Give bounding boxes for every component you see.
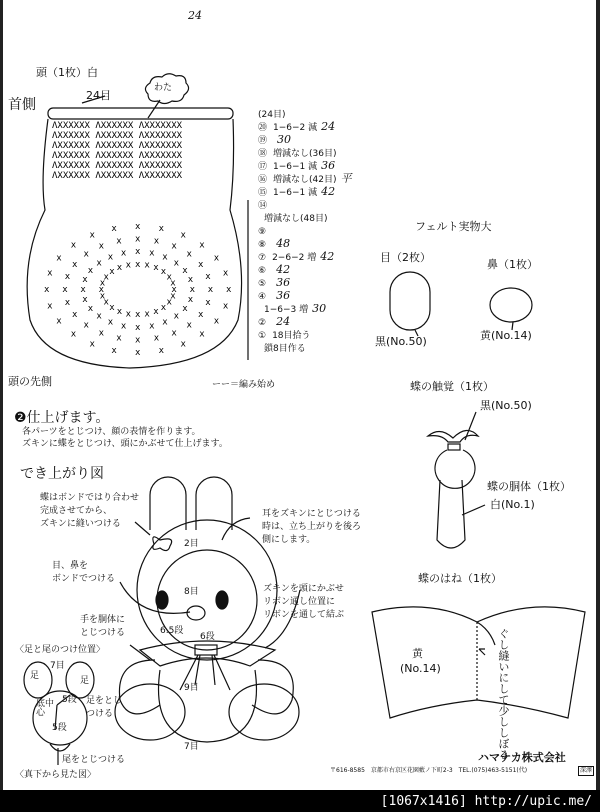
felt-title: フェルト実物大 bbox=[415, 220, 492, 233]
stuffing-label: わた bbox=[154, 83, 173, 93]
round-note: 増減なし(48目) bbox=[264, 214, 328, 224]
round-label: ⑳ bbox=[258, 123, 268, 133]
round-hand: 36 bbox=[321, 159, 336, 172]
round-note: 1−6−2 減 bbox=[273, 123, 318, 133]
stitch-mark: x bbox=[205, 272, 211, 282]
note-hood: ズキンを頭にかぶせ リボン通し位置に リボンを通して結ぶ bbox=[263, 584, 345, 620]
watermark-bar bbox=[0, 790, 600, 812]
stitch-row: ΛXXXXXX ΛXXXXXX ΛXXXXXXX bbox=[52, 161, 183, 171]
round-label: ④ bbox=[258, 292, 267, 302]
round-label: ⑰ bbox=[258, 162, 268, 172]
round-row bbox=[258, 212, 331, 224]
stitch-mark: x bbox=[135, 234, 141, 245]
round-note: 鎖8目作る bbox=[264, 344, 306, 354]
round-label: ⑥ bbox=[258, 266, 267, 276]
round-row bbox=[258, 160, 335, 172]
round-row bbox=[258, 342, 310, 354]
stitch-mark: x bbox=[166, 297, 172, 308]
stitch-mark: x bbox=[160, 302, 167, 313]
round-row bbox=[258, 108, 295, 120]
stitch-mark: x bbox=[213, 316, 220, 327]
handwritten-page-number: 24 bbox=[188, 9, 202, 22]
round-row bbox=[258, 147, 341, 159]
note-legs: 足をとじ つける bbox=[86, 696, 123, 719]
round-row bbox=[258, 199, 277, 211]
stitch-mark: x bbox=[109, 267, 115, 278]
head-title: 頭（1枚）白 bbox=[36, 66, 98, 79]
stitch-mark: x bbox=[187, 275, 194, 286]
round-hand: 42 bbox=[321, 185, 336, 198]
stitch-mark: x bbox=[226, 285, 232, 295]
round-row bbox=[258, 186, 335, 198]
stitch-row: ΛXXXXXX ΛXXXXXX ΛXXXXXXX bbox=[52, 151, 183, 161]
diagram-title: でき上がり図 bbox=[20, 466, 104, 482]
stitch-mark: x bbox=[120, 248, 127, 259]
body-color: 白(No.1) bbox=[490, 498, 535, 511]
round-row bbox=[258, 264, 290, 276]
round-hand: 30 bbox=[312, 302, 327, 315]
stitch-mark: x bbox=[56, 316, 62, 327]
stitch-mark: x bbox=[162, 252, 168, 263]
round-label: ② bbox=[258, 318, 267, 328]
round-label: ⑱ bbox=[258, 149, 268, 159]
round-label: (24目) bbox=[258, 110, 286, 120]
round-label: ⑨ bbox=[258, 227, 267, 237]
stitch-mark: x bbox=[187, 294, 194, 305]
round-label: ⑲ bbox=[258, 136, 268, 146]
round-row bbox=[258, 121, 335, 133]
round-row bbox=[258, 277, 290, 289]
tail-note: 尾をとじつける bbox=[62, 755, 126, 765]
round-hand: 24 bbox=[276, 315, 291, 328]
stitch-mark: x bbox=[213, 253, 220, 264]
note-face: 目、鼻を ボンドでつける bbox=[52, 561, 116, 584]
stitch-mark: x bbox=[82, 275, 88, 286]
round-label: ⑧ bbox=[258, 240, 267, 250]
bottom-center: 底中心 bbox=[36, 699, 55, 718]
stitch-mark: x bbox=[109, 302, 115, 313]
round-label: ⑭ bbox=[258, 201, 268, 211]
stitch-mark: x bbox=[87, 303, 94, 314]
stitch-mark: x bbox=[135, 247, 141, 258]
leg-label-left: 足 bbox=[30, 671, 40, 681]
stitch-mark: x bbox=[116, 263, 123, 274]
stitch-mark: x bbox=[72, 259, 78, 270]
stitch-mark: x bbox=[125, 309, 132, 320]
round-hand: 48 bbox=[276, 237, 291, 250]
stitch-mark: x bbox=[72, 310, 78, 321]
stitch-mark: x bbox=[99, 291, 106, 302]
stitch-row: ΛXXXXXX ΛXXXXXX ΛXXXXXXX bbox=[52, 131, 183, 141]
round-hand: 36 bbox=[276, 276, 291, 289]
stitch-mark: x bbox=[99, 278, 106, 289]
bottom-rows-2: 5段 bbox=[52, 723, 67, 733]
eye-color: 黒(No.50) bbox=[375, 335, 427, 348]
stitch-mark: x bbox=[116, 333, 122, 344]
stitch-mark: x bbox=[135, 348, 141, 358]
bottom-view-caption: 〈真下から見た図〉 bbox=[15, 770, 97, 780]
bottom-count: 7目 bbox=[50, 661, 65, 671]
finish-heading: ❷仕上げます。 bbox=[14, 410, 110, 426]
stitch-mark: x bbox=[80, 285, 86, 295]
stitch-row: ΛXXXXXX ΛXXXXXX ΛXXXXXXX bbox=[52, 141, 183, 151]
stitch-mark: x bbox=[182, 266, 188, 277]
round-hand: 30 bbox=[277, 133, 292, 146]
note-butterfly: 蝶はボンドではり合わせ 完成させてから、 ズキンに縫いつける bbox=[40, 493, 140, 529]
round-note: 2−6−2 増 bbox=[272, 253, 317, 263]
stitch-mark: x bbox=[98, 285, 105, 295]
stitch-mark: x bbox=[222, 268, 229, 279]
round-row bbox=[258, 173, 352, 185]
stitch-mark: x bbox=[125, 260, 132, 271]
round-row bbox=[258, 303, 326, 315]
round-note: 1−6−1 減 bbox=[273, 162, 318, 172]
stitch-mark: x bbox=[189, 285, 196, 295]
stitch-mark: x bbox=[171, 241, 177, 252]
stitch-mark: x bbox=[222, 301, 229, 312]
round-row bbox=[258, 134, 291, 146]
company-name: ハマナカ株式会社 bbox=[478, 751, 566, 764]
stitch-mark: x bbox=[144, 309, 150, 320]
stitch-mark: x bbox=[149, 321, 155, 332]
round-label: ⑮ bbox=[258, 188, 268, 198]
company-address: 〒616-8585 京都市右京区花園藪ノ下町2-3 TEL.(075)463-5151(代) bbox=[330, 767, 528, 774]
stitch-mark: x bbox=[135, 322, 141, 333]
wing-color: 黄 bbox=[412, 647, 423, 660]
stitch-mark: x bbox=[96, 258, 102, 269]
label-9-stitches: 9目 bbox=[184, 683, 199, 693]
stitch-mark: x bbox=[83, 320, 89, 331]
stitch-mark: x bbox=[180, 339, 186, 350]
stitch-mark: x bbox=[70, 329, 77, 340]
round-hand: 42 bbox=[320, 250, 335, 263]
finish-line-1: 各パーツをとじつけ、顔の表情を作ります。 bbox=[22, 427, 201, 437]
stitch-mark: x bbox=[116, 236, 122, 247]
antenna-color: 黒(No.50) bbox=[480, 399, 532, 412]
antenna-title: 蝶の触覚（1枚） bbox=[410, 380, 494, 393]
round-label: ⑤ bbox=[258, 279, 267, 289]
stitch-mark: x bbox=[205, 298, 211, 308]
stitch-row: ΛXXXXXX ΛXXXXXX ΛXXXXXXX bbox=[52, 121, 183, 131]
stitch-mark: x bbox=[153, 263, 159, 274]
stitch-mark: x bbox=[103, 297, 109, 308]
bottom-view-title: 〈足と尾のつけ位置〉 bbox=[15, 645, 106, 655]
round-row bbox=[258, 238, 290, 250]
stitch-mark: x bbox=[111, 224, 117, 235]
stitch-mark: x bbox=[56, 253, 62, 264]
stitch-mark: x bbox=[186, 249, 192, 260]
note-hands: 手を胴体に とじつける bbox=[80, 615, 126, 638]
stitch-mark: x bbox=[170, 291, 176, 302]
round-hand: 24 bbox=[321, 120, 336, 133]
chart-legend: ーー＝編み始め bbox=[212, 380, 276, 390]
stitch-mark: x bbox=[89, 339, 95, 350]
tip-side-label: 頭の先側 bbox=[8, 375, 52, 388]
stitch-mark: x bbox=[186, 320, 192, 331]
stitch-mark: x bbox=[144, 260, 150, 271]
stitch-mark: x bbox=[135, 335, 141, 346]
top-count-label: 24目 bbox=[86, 89, 111, 102]
round-hand: 42 bbox=[276, 263, 291, 276]
stitch-mark: x bbox=[98, 328, 105, 339]
label-2-stitches: 2目 bbox=[184, 539, 199, 549]
wing-note: ぐし縫いにして少ししぼる bbox=[497, 628, 510, 760]
stitch-mark: x bbox=[103, 272, 109, 283]
round-note: 1−6−1 減 bbox=[273, 188, 318, 198]
stitch-mark: x bbox=[47, 268, 53, 279]
round-label: ① bbox=[258, 331, 267, 341]
stitch-mark: x bbox=[180, 230, 186, 241]
label-8-stitches: 8目 bbox=[184, 587, 199, 597]
stitch-mark: x bbox=[153, 236, 160, 247]
stitch-row: ΛXXXXXX ΛXXXXXX ΛXXXXXXX bbox=[52, 171, 183, 181]
leg-label-right: 足 bbox=[80, 676, 90, 686]
round-row bbox=[258, 329, 315, 341]
stitch-mark: x bbox=[170, 278, 176, 289]
stitch-mark: x bbox=[107, 317, 114, 328]
round-note: 1−6−3 増 bbox=[264, 305, 309, 315]
nose-title: 鼻（1枚） bbox=[487, 258, 538, 271]
round-note: 増減なし(36目) bbox=[273, 149, 337, 159]
label-6-5-rows: 6.5段 bbox=[160, 626, 184, 636]
stitch-mark: x bbox=[171, 328, 177, 339]
wing-number: (No.14) bbox=[400, 662, 441, 675]
stitch-mark: x bbox=[153, 306, 159, 317]
body-title: 蝶の胴体（1枚） bbox=[487, 480, 571, 493]
stitch-mark: x bbox=[98, 241, 105, 252]
stitch-mark: x bbox=[116, 306, 123, 317]
stitch-mark: x bbox=[198, 310, 204, 321]
stitch-mark: x bbox=[199, 329, 205, 340]
stitch-mark: x bbox=[62, 285, 68, 295]
round-note: 増減なし(42目) bbox=[273, 175, 337, 185]
stitch-mark: x bbox=[173, 258, 180, 269]
round-hand: 36 bbox=[276, 289, 291, 302]
round-row bbox=[258, 225, 276, 237]
stitch-mark: x bbox=[207, 285, 214, 295]
stitch-mark: x bbox=[87, 266, 94, 277]
stitch-mark: x bbox=[64, 298, 71, 308]
stitch-mark: x bbox=[182, 303, 188, 314]
round-row bbox=[258, 316, 290, 328]
stitch-mark: x bbox=[44, 285, 50, 295]
label-7-stitches: 7目 bbox=[184, 742, 199, 752]
bottom-rows-1: 5段 bbox=[62, 695, 77, 705]
stitch-mark: x bbox=[171, 285, 177, 295]
nose-color: 黄(No.14) bbox=[480, 329, 532, 342]
stitch-mark: x bbox=[70, 240, 77, 251]
round-note: 18目拾う bbox=[272, 331, 311, 341]
round-hand: 平 bbox=[340, 172, 352, 185]
stitch-mark: x bbox=[162, 317, 168, 328]
stitch-mark: x bbox=[160, 267, 167, 278]
stitch-mark: x bbox=[111, 345, 117, 356]
stitch-mark: x bbox=[120, 321, 127, 332]
watermark-text: [1067x1416] http://upic.me/ bbox=[380, 794, 592, 809]
stitch-mark: x bbox=[135, 222, 141, 232]
stitch-mark: x bbox=[82, 294, 88, 305]
stitch-mark: x bbox=[199, 240, 205, 251]
stitch-mark: x bbox=[83, 249, 89, 260]
round-row bbox=[258, 251, 334, 263]
stitch-mark: x bbox=[135, 310, 141, 321]
stitch-mark: x bbox=[64, 272, 71, 282]
wing-title: 蝶のはね（1枚） bbox=[418, 572, 502, 585]
round-label: ⑦ bbox=[258, 253, 267, 263]
stitch-mark: x bbox=[107, 252, 114, 263]
round-row bbox=[258, 290, 290, 302]
neck-side-label: 首側 bbox=[8, 97, 36, 113]
eye-title: 目（2枚） bbox=[380, 251, 431, 264]
stamp: 深澤 bbox=[580, 767, 593, 774]
stitch-mark: x bbox=[158, 224, 165, 235]
stitch-mark: x bbox=[149, 248, 155, 259]
round-label: ⑯ bbox=[258, 175, 268, 185]
stitch-mark: x bbox=[158, 345, 165, 356]
stitch-mark: x bbox=[89, 230, 95, 241]
stitch-mark: x bbox=[153, 333, 160, 344]
stitch-mark: x bbox=[47, 301, 53, 312]
stitch-mark: x bbox=[198, 259, 204, 270]
finish-line-2: ズキンに蝶をとじつけ、頭にかぶせて仕上げます。 bbox=[22, 439, 228, 449]
stitch-mark: x bbox=[173, 311, 180, 322]
note-ears: 耳をズキンにとじつける 時は、立ち上がりを後ろ 側にします。 bbox=[262, 509, 362, 545]
stitch-mark: x bbox=[166, 272, 172, 283]
label-6-rows: 6段 bbox=[200, 632, 215, 642]
stitch-mark: x bbox=[135, 259, 141, 270]
stitch-mark: x bbox=[96, 311, 102, 322]
